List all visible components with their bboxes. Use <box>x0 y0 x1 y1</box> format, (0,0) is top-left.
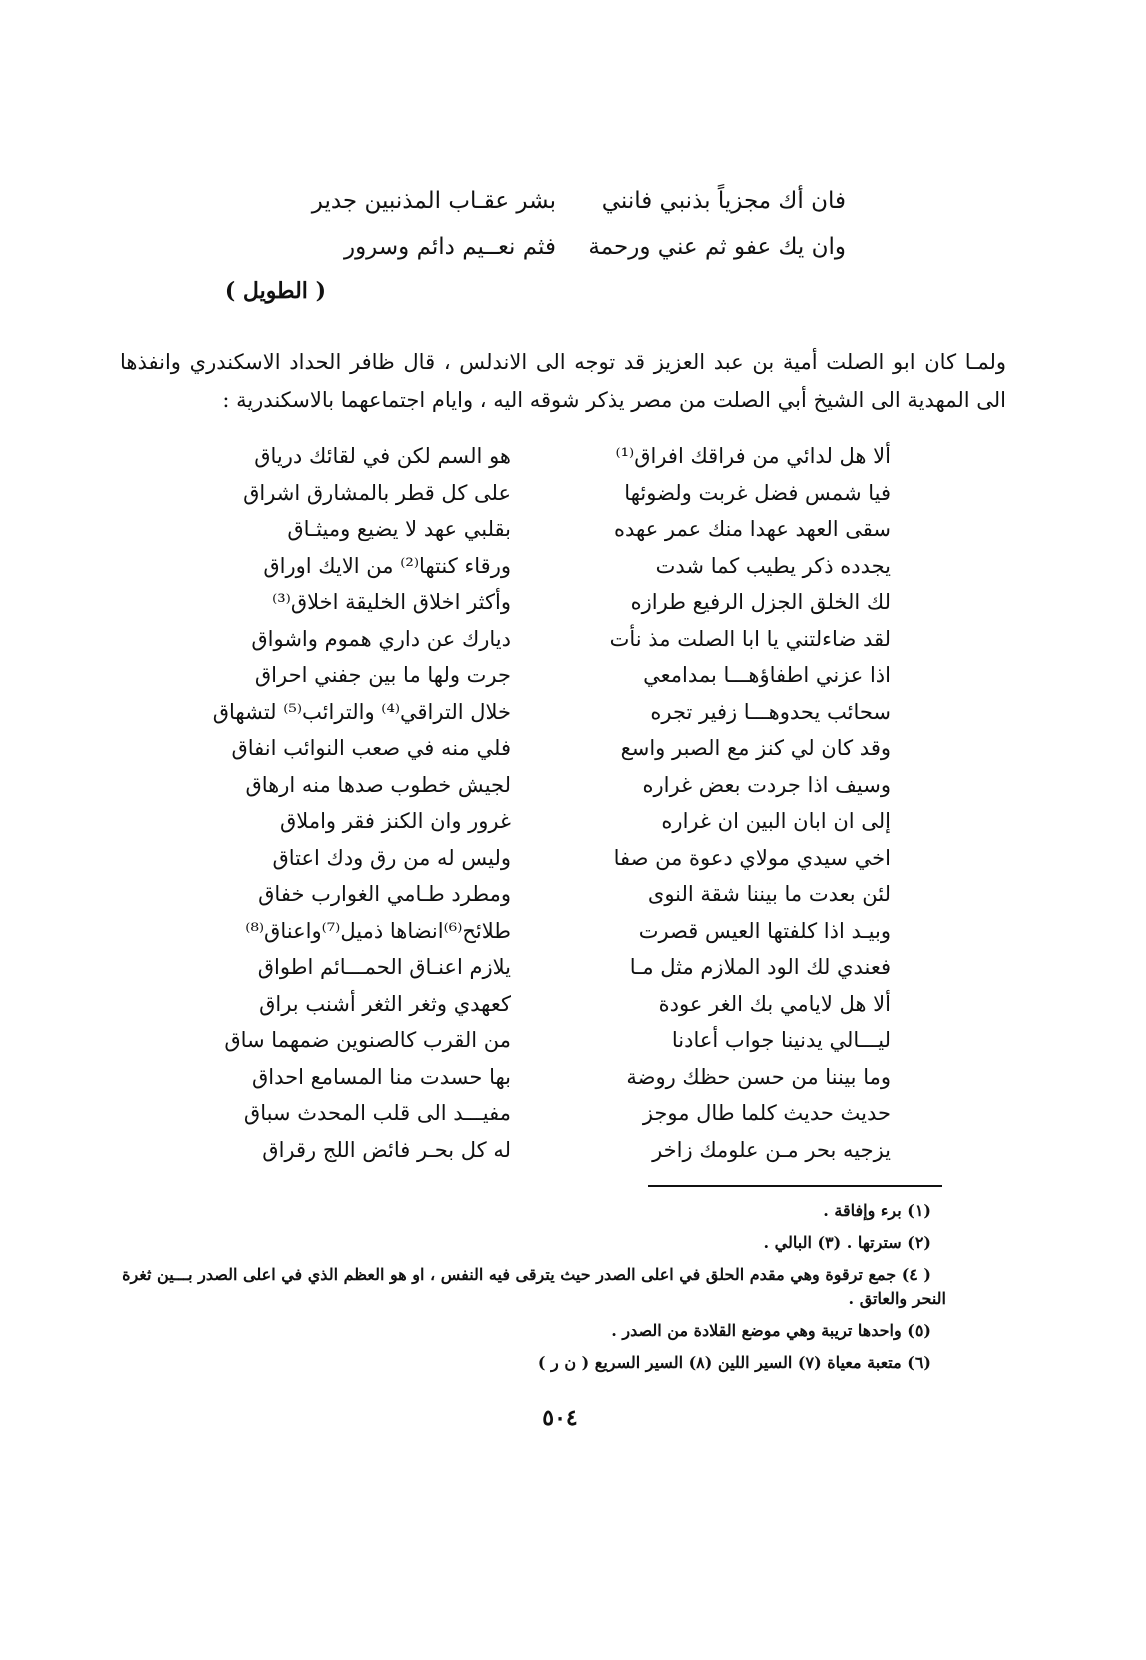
first-hemistich: اذا عزني اطفاؤهـــا بمدامعي <box>643 663 891 687</box>
first-hemistich: ألا هل لايامي بك الغر عودة <box>658 991 891 1016</box>
poem-line <box>171 548 891 585</box>
second-hemistich: فثم نعــيم دائم وسرور <box>343 234 556 260</box>
second-hemistich: وأكثر اخلاق الخليقة اخلاق⁽³⁾ <box>272 590 511 614</box>
first-hemistich: سقى العهد عهدا منك عمر عهده <box>613 517 891 541</box>
poem-line <box>171 986 891 1023</box>
first-hemistich: يزجيه بحر مـن علومك زاخر <box>652 1137 891 1162</box>
poem-line <box>171 1095 891 1132</box>
footnote-6-8: (٦) متعبة معياة (٧) السير اللين (٨) السير السريع ( ن ر ) <box>537 1353 931 1372</box>
meter-label: ( الطويل ) <box>224 278 326 304</box>
footnote-4 <box>120 1263 946 1311</box>
second-hemistich: له كل بحـر فائض اللج رقراق <box>262 1137 511 1162</box>
poem-line <box>171 876 891 913</box>
footnotes <box>120 1195 946 1379</box>
poem-line <box>171 840 891 877</box>
second-hemistich: ومطرد طـامي الغوارب خفاق <box>258 882 511 906</box>
first-hemistich: لقد ضاءلتني يا ابا الصلت مذ نأت <box>609 626 891 651</box>
first-hemistich: فيا شمس فضل غربت ولضوئها <box>624 480 891 505</box>
second-hemistich: لجيش خطوب صدها منه ارهاق <box>245 772 511 797</box>
footnote-4-tail: النحر والعاتق . <box>848 1289 946 1308</box>
intro-paragraph: ولمـا كان ابو الصلت أمية بن عبد العزيز قد توجه الى الاندلس ، قال ظافر الحداد الاسكندري وانفذها الى المهدية الى الشيخ أبي الصلت من مصر يذكر شوقه اليه ، وايام اجتماعهما بالاسكندرية : <box>120 350 1006 412</box>
poem-line <box>171 913 891 950</box>
second-hemistich: ورقاء كنتها⁽²⁾ من الايك اوراق <box>263 553 511 578</box>
footnote-4-text: ( ٤) جمع ترقوة وهي مقدم الحلق في اعلى الصدر حيث يترقى فيه النفس ، او هو العظم الذي في اعلى الصدر بـــين ثغرة <box>122 1265 931 1284</box>
poem-line <box>171 694 891 731</box>
second-hemistich: بها حسدت منا المسامع احداق <box>251 1064 511 1089</box>
second-hemistich: خلال التراقي⁽⁴⁾ والترائب⁽⁵⁾ لتشهاق <box>212 699 511 724</box>
poem-line <box>171 1132 891 1169</box>
second-hemistich: جرت ولها ما بين جفني احراق <box>254 663 511 687</box>
footnote-5: (٥) واحدها تريبة وهي موضع القلادة من الصدر . <box>611 1321 931 1340</box>
top-verses <box>246 178 846 270</box>
poem-line <box>171 475 891 512</box>
poem-line <box>171 949 891 986</box>
footnote-1: (١) برء وإفاقة . <box>823 1201 931 1220</box>
first-hemistich: اخي سيدي مولاي دعوة من صفا <box>613 845 891 870</box>
first-hemistich: وسيف اذا جردت بعض غراره <box>642 772 891 797</box>
second-hemistich: بقلبي عهد لا يضيع وميثـاق <box>287 517 511 541</box>
poem-line <box>171 1022 891 1059</box>
verse-line <box>246 178 846 224</box>
second-hemistich: طلائح⁽⁶⁾انضاها ذميل⁽⁷⁾واعناق⁽⁸⁾ <box>245 918 511 943</box>
poem-line <box>171 621 891 658</box>
poem <box>171 438 891 1168</box>
footnote-2-3: (٢) سترتها . (٣) البالي . <box>763 1233 931 1252</box>
first-hemistich: فان أك مجزياً بذنبي فانني <box>601 188 846 214</box>
verse-line <box>246 224 846 270</box>
second-hemistich: يلازم اعنـاق الحمـــائم اطواق <box>257 955 511 979</box>
poem-line <box>171 657 891 694</box>
first-hemistich: وما بيننا من حسن حظك روضة <box>626 1064 891 1089</box>
first-hemistich: ألا هل لدائي من فراقك افراق⁽¹⁾ <box>615 444 891 468</box>
poem-line <box>171 1059 891 1096</box>
second-hemistich: وليس له من رق ودك اعتاق <box>272 845 511 870</box>
first-hemistich: سحائب يحدوهـــا زفير تجره <box>650 699 891 724</box>
first-hemistich: وقد كان لي كنز مع الصبر واسع <box>620 736 891 760</box>
second-hemistich: هو السم لكن في لقائك درياق <box>254 444 511 468</box>
poem-line <box>171 511 891 548</box>
first-hemistich: لك الخلق الجزل الرفيع طرازه <box>630 590 891 614</box>
first-hemistich: يجدده ذكر يطيب كما شدت <box>655 553 891 578</box>
poem-line <box>171 803 891 840</box>
second-hemistich: فلي منه في صعب النوائب انفاق <box>231 736 511 760</box>
first-hemistich: ليـــالي يدنينا جواب أعادنا <box>671 1028 891 1052</box>
first-hemistich: وبيـد اذا كلفتها العيس قصرت <box>638 918 891 943</box>
first-hemistich: وان يك عفو ثم عني ورحمة <box>588 234 846 260</box>
second-hemistich: ديارك عن داري هموم واشواق <box>251 626 511 651</box>
poem-line <box>171 767 891 804</box>
poem-line <box>171 584 891 621</box>
second-hemistich: من القرب كالصنوين ضمهما ساق <box>224 1028 511 1052</box>
second-hemistich: غرور وان الكنز فقر واملاق <box>280 809 511 833</box>
first-hemistich: فعندي لك الود الملازم مثل مـا <box>629 955 891 979</box>
page-number: ٥٠٤ <box>542 1405 578 1431</box>
first-hemistich: حديث حديث كلما طال موجز <box>642 1101 891 1125</box>
poem-line <box>171 438 891 475</box>
first-hemistich: لئن بعدت ما بيننا شقة النوى <box>647 882 891 906</box>
footnote-divider <box>648 1185 942 1187</box>
second-hemistich: على كل قطر بالمشارق اشراق <box>243 480 511 505</box>
second-hemistich: كعهدي وثغر الثغر أشنب براق <box>259 991 511 1016</box>
second-hemistich: مفيـــد الى قلب المحدث سباق <box>243 1101 511 1125</box>
poem-line <box>171 730 891 767</box>
first-hemistich: إلى ان ابان البين ان غراره <box>661 809 891 833</box>
second-hemistich: بشر عقـاب المذنبين جدير <box>311 188 556 214</box>
